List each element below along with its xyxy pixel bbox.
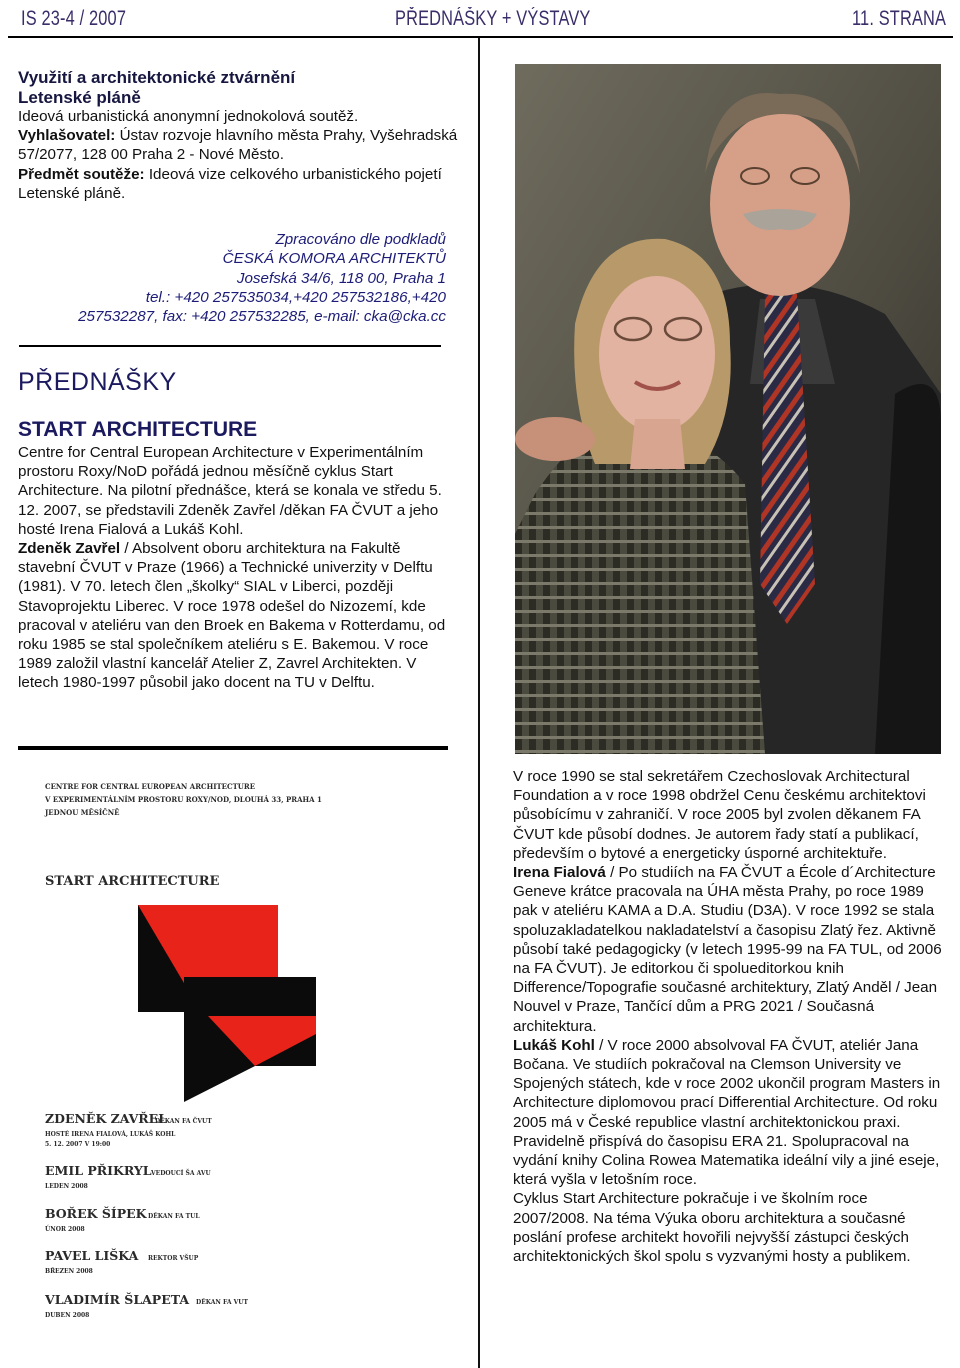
- section-heading: PŘEDNÁŠKY + VÝSTAVY: [395, 7, 591, 30]
- credit-line: Josefská 34/6, 118 00, Praha 1: [236, 269, 446, 287]
- competition-title: [18, 68, 295, 108]
- right-column-text: [513, 767, 945, 1266]
- speakers-photo: [515, 64, 941, 754]
- fialova-text: / Po studiích na FA ČVUT a École d´Architecture Geneve krátce pracovala na ÚHA města Prahy, po roce 1989 pak v ateliéru KAMA a D.A. Studiu (D3A). V roce 1992 se stala spoluzakladatelkou nakladatelství a časopisu Zlatý řez. Aktivně působí také pedagogicky (v letech 1995-99 na FA TUL, od 2006 na FA ČVUT). Je editorkou či spolueditorkou knih Difference/Topografie současné architektury, Zlatý Anděl / Jean Nouvel v Praze, Tančící dům a PRG 2021 / Současná architektura.: [513, 864, 942, 1035]
- credit-line: tel.: +420 257535034,+420 257532186,+420: [145, 288, 446, 306]
- zavrel-name: Zdeněk Zavřel: [18, 540, 121, 558]
- page-number: 11. STRANA: [852, 7, 947, 30]
- poster-item-sub: LEDEN 2008: [45, 1183, 88, 1190]
- poster-item-name: BOŘEK ŠÍPEK: [45, 1206, 147, 1221]
- poster-item-role: DĚKAN FA VUT: [196, 1299, 248, 1306]
- poster-item-sub: 5. 12. 2007 V 19:00: [45, 1141, 111, 1148]
- poster-item-role: VEDOUCÍ ŠA AVU: [151, 1170, 211, 1177]
- event-poster: [18, 772, 458, 1332]
- source-credit: [10, 230, 446, 326]
- section-separator: [19, 345, 441, 347]
- competition-body: [18, 107, 458, 203]
- credit-line: 257532287, fax: +420 257532285, e-mail: cka@cka.cc: [78, 308, 446, 326]
- competition-title-line2: Letenské pláně: [18, 88, 141, 107]
- poster-head2: V EXPERIMENTÁLNÍM PROSTORU ROXY/NOD, DLOUHÁ 33, PRAHA 1: [45, 795, 322, 804]
- poster-item-role: DĚKAN FA ČVUT: [155, 1118, 212, 1125]
- competition-announcer: [18, 126, 458, 164]
- issue-number: IS 23-4 / 2007: [21, 7, 127, 30]
- competition-title-line1: Využití a architektonické ztvárnění: [18, 68, 296, 87]
- page-header: [0, 4, 960, 34]
- column-divider: [478, 38, 480, 1368]
- announcer-label: Vyhlašovatel:: [18, 127, 116, 145]
- fialova-name: Irena Fialová: [513, 864, 606, 882]
- poster-title: START ARCHITECTURE: [45, 874, 220, 889]
- column-end-rule: [18, 746, 448, 750]
- poster-item-name: PAVEL LIŠKA: [45, 1248, 139, 1263]
- kohl-bio: [513, 1036, 945, 1190]
- photo-illustration: [515, 64, 941, 754]
- zavrel-bio: [18, 539, 458, 693]
- poster-item-name: EMIL PŘIKRYL: [45, 1163, 152, 1178]
- series-continuation: Cyklus Start Architecture pokračuje i ve školním roce 2007/2008. Na téma Výuka oboru architektura a současné poslání profese architekt hovořili nejvyšší zástupci českých architektonických škol spolu s vyzvanými hosty a publikem.: [513, 1190, 911, 1266]
- competition-type: Ideová urbanistická anonymní jednokolová soutěž.: [18, 108, 359, 125]
- poster-item-name: VLADIMÍR ŠLAPETA: [45, 1292, 190, 1307]
- poster-head1: CENTRE FOR CENTRAL EUROPEAN ARCHITECTURE: [45, 782, 256, 791]
- credit-line: ČESKÁ KOMORA ARCHITEKTŮ: [222, 250, 446, 268]
- poster-item-sub: BŘEZEN 2008: [45, 1268, 93, 1275]
- poster-item-name: ZDENĚK ZAVŘEL: [45, 1111, 167, 1126]
- poster-graphic: [18, 772, 458, 1332]
- kohl-text: / V roce 2000 absolvoval FA ČVUT, ateliér Jana Bočana. Ve studiích pokračoval na Clemson University ve Spojených státech, kde v roce 2002 ukončil program Masters in Architecture diplomovou prací Differential Architecture. Od roku 2005 má v České republice vlastní architektonickou praxi. Pravidelně přispívá do časopisu ERA 21. Spolupracoval na vydání knihy Colina Rowea Matematika ideální vily a jiné eseje, která vyšla v letošním roce.: [513, 1036, 941, 1189]
- poster-item-role: REKTOR VŠUP: [148, 1255, 199, 1262]
- lecture-title: START ARCHITECTURE: [18, 418, 258, 441]
- section-title: PŘEDNÁŠKY: [18, 368, 177, 396]
- lecture-body: [18, 443, 458, 693]
- subject-text: Ideová vize celkového urbanistického pojetí Letenské pláně.: [18, 165, 442, 202]
- header-rule: [8, 36, 953, 38]
- kohl-name: Lukáš Kohl: [513, 1036, 595, 1054]
- credit-line: Zpracováno dle podkladů: [275, 231, 446, 248]
- poster-head3: JEDNOU MĚSÍČNĚ: [45, 808, 120, 817]
- poster-item-sub: HOSTÉ IRENA FIALOVÁ, LUKÁŠ KOHL: [45, 1131, 176, 1138]
- competition-subject: [18, 165, 458, 203]
- poster-item-role: DĚKAN FA TUL: [148, 1213, 200, 1220]
- subject-label: Předmět soutěže:: [18, 165, 145, 183]
- lecture-intro: Centre for Central European Architecture v Experimentálním prostoru Roxy/NoD pořádá jednou měsíčně cyklus Start Architecture. Na pilotní přednášce, která se konala ve středu 5. 12. 2007, se představili Zdeněk Zavřel /děkan FA ČVUT a jeho hosté Irena Fialová a Lukáš Kohl.: [18, 444, 442, 538]
- fialova-bio: [513, 863, 945, 1036]
- zavrel-bio-continued: V roce 1990 se stal sekretářem Czechoslovak Architectural Foundation a v roce 1998 obdržel Cenu českému architektovi působícímu v zahraničí. V roce 2005 byl zvolen děkanem FA ČVUT kde působí dodnes. Je autorem řady statí a publikací, především o bytové a energeticky úsporné architektuře.: [513, 768, 926, 862]
- zavrel-text: / Absolvent oboru architektura na Fakultě stavební ČVUT v Praze (1966) a Technické univerzity v Delftu (1981). V 70. letech člen „školky“ SIAL v Liberci, později Stavoprojektu Liberec. V roce 1978 odešel do Nizozemí, kde pracoval v ateliéru van den Broek en Bakema v Rotterdamu, od roku 1985 se stal společníkem ateliéru s E. Bakemou. V roce 1989 založil vlastní kancelář Atelier Z, Zavrel Architekten. V letech 1980-1997 působil jako docent na TU v Delftu.: [18, 540, 446, 692]
- poster-item-sub: ÚNOR 2008: [45, 1226, 85, 1233]
- announcer-text: Ústav rozvoje hlavního města Prahy, Vyšehradská 57/2077, 128 00 Praha 2 - Nové Město.: [18, 127, 458, 164]
- poster-item-sub: DUBEN 2008: [45, 1312, 90, 1319]
